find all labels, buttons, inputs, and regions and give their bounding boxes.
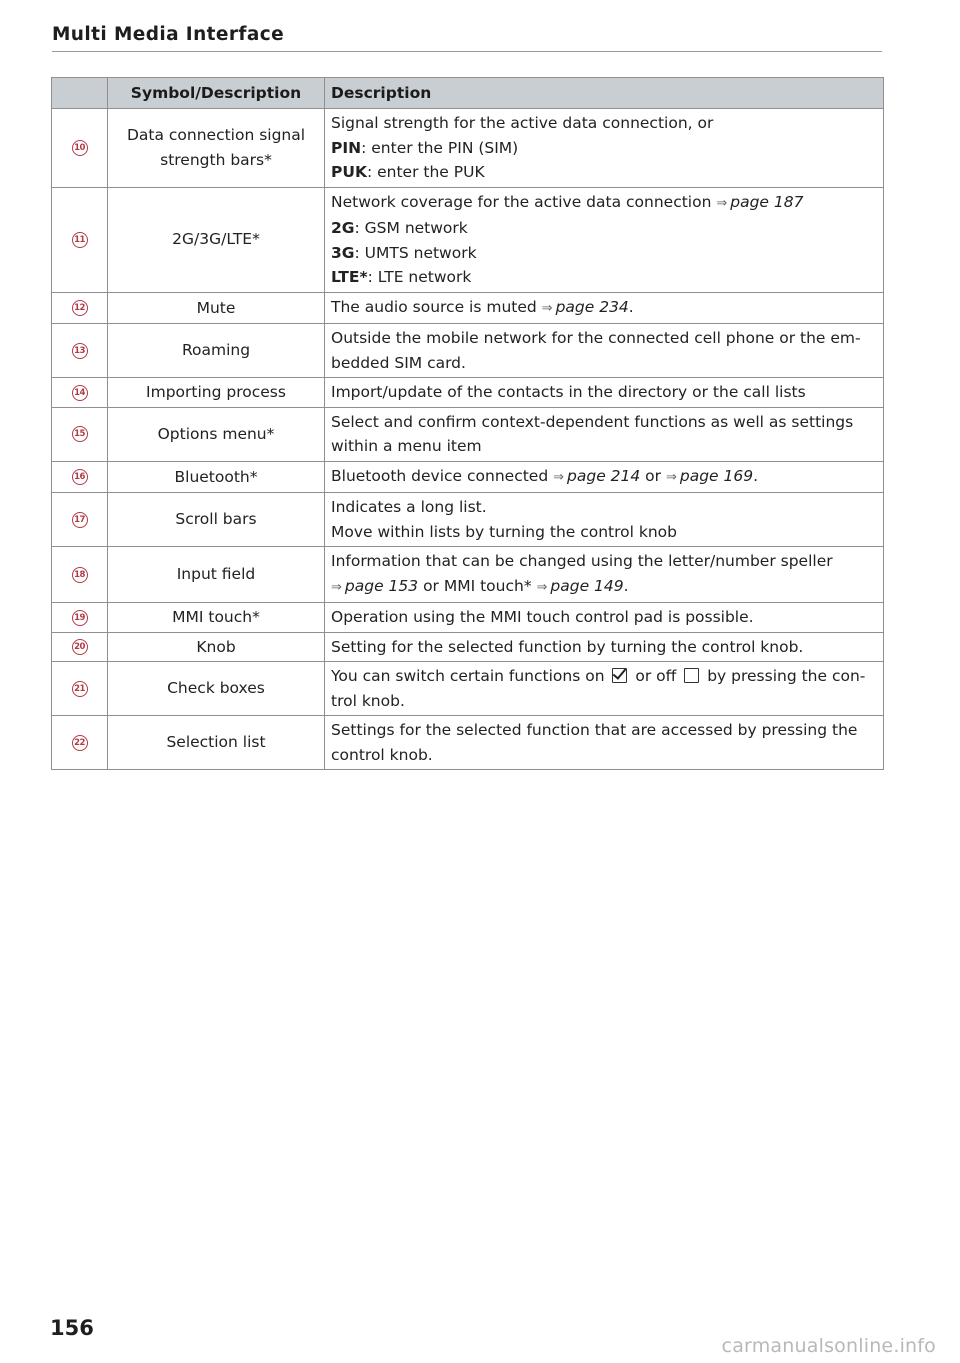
symbol-name: Mute	[108, 292, 325, 324]
callout-number-cell	[52, 378, 108, 408]
arrow-right-icon: ⇒	[536, 579, 548, 595]
description-line	[331, 689, 877, 714]
callout-marker-icon: 11	[72, 232, 88, 248]
callout-number-cell	[52, 662, 108, 716]
symbol-name: Check boxes	[108, 662, 325, 716]
description-line	[331, 605, 877, 630]
description-text: : GSM network	[354, 219, 468, 237]
arrow-right-icon: ⇒	[541, 300, 553, 316]
description-text: Settings for the selected function that are accessed by pressing the	[331, 721, 858, 739]
callout-marker-icon: 22	[72, 735, 88, 751]
table-row	[52, 187, 884, 292]
description-line	[331, 136, 877, 161]
callout-marker-icon: 21	[72, 681, 88, 697]
description-text: The audio source is muted	[331, 297, 542, 316]
callout-number-cell	[52, 324, 108, 378]
description-line	[331, 495, 877, 520]
callout-marker-icon: 15	[72, 426, 88, 442]
page-number: 156	[50, 1316, 94, 1340]
description-text: : enter the PUK	[366, 163, 485, 181]
symbol-legend-table	[51, 77, 884, 770]
callout-marker-icon: 18	[72, 567, 88, 583]
description-line	[331, 743, 877, 768]
callout-number-cell	[52, 547, 108, 603]
callout-number-cell	[52, 603, 108, 633]
description-line	[331, 410, 877, 435]
description-text: bedded SIM card.	[331, 353, 466, 372]
description-line	[331, 718, 877, 743]
description-line	[331, 265, 877, 290]
header-number-cell	[52, 78, 108, 109]
table-row	[52, 292, 884, 324]
description-text: .	[753, 466, 759, 485]
table-row	[52, 603, 884, 633]
table-row	[52, 461, 884, 493]
description-text: You can switch certain functions on	[331, 667, 610, 685]
page-reference	[553, 467, 640, 485]
description-text: Signal strength for the active data connection, or	[331, 114, 714, 132]
arrow-right-icon: ⇒	[716, 195, 728, 211]
description-text: or	[640, 466, 666, 485]
checkbox-checked-icon	[612, 668, 627, 683]
arrow-right-icon: ⇒	[665, 469, 677, 485]
description-cell	[325, 461, 884, 493]
callout-number-cell	[52, 109, 108, 188]
table-row	[52, 632, 884, 662]
table-row	[52, 716, 884, 770]
description-line	[331, 434, 877, 459]
callout-marker-icon: 12	[72, 300, 88, 316]
description-text: control knob.	[331, 745, 433, 764]
description-text: within a menu item	[331, 437, 482, 455]
page-reference	[542, 298, 629, 316]
description-text: Indicates a long list.	[331, 498, 487, 516]
term-label: 2G	[331, 219, 355, 237]
symbol-name: Selection list	[108, 716, 325, 770]
table-row	[52, 407, 884, 461]
description-text: by pressing the con-	[702, 667, 866, 685]
description-cell	[325, 109, 884, 188]
description-text: Outside the mobile network for the connected cell phone or the em-	[331, 329, 861, 347]
description-cell	[325, 632, 884, 662]
description-cell	[325, 662, 884, 716]
checkbox-empty-icon	[684, 668, 699, 683]
description-text: Import/update of the contacts in the directory or the call lists	[331, 383, 806, 401]
symbol-name: Knob	[108, 632, 325, 662]
callout-marker-icon: 13	[72, 343, 88, 359]
symbol-name: Options menu*	[108, 407, 325, 461]
table-body	[52, 109, 884, 770]
symbol-name: Roaming	[108, 324, 325, 378]
description-line	[331, 574, 877, 601]
page-reference-text: page 234	[555, 297, 629, 316]
symbol-name: Importing process	[108, 378, 325, 408]
description-cell	[325, 493, 884, 547]
description-cell	[325, 378, 884, 408]
description-text: : enter the PIN (SIM)	[361, 138, 519, 157]
description-line	[331, 635, 877, 660]
description-text: Network coverage for the active data connection	[331, 192, 717, 211]
callout-number-cell	[52, 461, 108, 493]
description-text: .	[623, 576, 629, 595]
description-line	[331, 160, 877, 185]
description-text: or MMI touch*	[418, 576, 537, 595]
page-reference	[716, 193, 803, 211]
description-line	[331, 216, 877, 241]
description-text: Select and confirm context-dependent functions as well as settings	[331, 412, 854, 431]
page-reference-text: page 187	[730, 192, 804, 211]
term-label: 3G	[331, 243, 355, 262]
callout-number-cell	[52, 407, 108, 461]
page-reference	[666, 467, 753, 485]
section-title: Multi Media Interface	[52, 24, 285, 45]
description-cell	[325, 603, 884, 633]
description-line	[331, 549, 877, 574]
symbol-name: Data connection signal strength bars*	[108, 109, 325, 188]
callout-marker-icon: 10	[72, 140, 88, 156]
callout-number-cell	[52, 292, 108, 324]
description-text: Operation using the MMI touch control pad is possible.	[331, 608, 754, 626]
symbol-name: MMI touch*	[108, 603, 325, 633]
description-line	[331, 190, 877, 217]
table-row	[52, 493, 884, 547]
callout-marker-icon: 19	[72, 610, 88, 626]
callout-number-cell	[52, 716, 108, 770]
table-header-row	[52, 78, 884, 109]
page-reference	[331, 577, 418, 595]
header-symbol: Symbol/Description	[108, 78, 325, 109]
description-line	[331, 295, 877, 322]
page-reference-text: page 149	[550, 576, 624, 595]
term-label: LTE*	[331, 268, 368, 286]
description-text: trol knob.	[331, 691, 405, 710]
description-cell	[325, 324, 884, 378]
callout-marker-icon: 14	[72, 385, 88, 401]
description-line	[331, 241, 877, 266]
description-cell	[325, 407, 884, 461]
description-line	[331, 326, 877, 351]
description-text: or off	[630, 667, 682, 685]
table-row	[52, 109, 884, 188]
callout-marker-icon: 20	[72, 639, 88, 655]
header-description: Description	[325, 78, 884, 109]
term-label: PUK	[331, 163, 367, 181]
description-line	[331, 380, 877, 405]
callout-number-cell	[52, 187, 108, 292]
description-line	[331, 111, 877, 136]
description-cell	[325, 292, 884, 324]
description-text: : UMTS network	[354, 243, 477, 262]
description-line	[331, 464, 877, 491]
section-divider	[52, 51, 882, 52]
description-cell	[325, 547, 884, 603]
symbol-name: 2G/3G/LTE*	[108, 187, 325, 292]
symbol-name: Bluetooth*	[108, 461, 325, 493]
callout-marker-icon: 17	[72, 512, 88, 528]
callout-number-cell	[52, 632, 108, 662]
description-text: Setting for the selected function by turning the control knob.	[331, 637, 804, 656]
page-reference-text: page 153	[344, 576, 419, 595]
table-row	[52, 378, 884, 408]
callout-marker-icon: 16	[72, 469, 88, 485]
description-text: Move within lists by turning the control knob	[331, 522, 678, 541]
table-row	[52, 324, 884, 378]
description-text: : LTE network	[367, 268, 472, 286]
table-row	[52, 547, 884, 603]
description-line	[331, 351, 877, 376]
description-line	[331, 520, 877, 545]
watermark: carmanualsonline.info	[721, 1335, 936, 1357]
description-line	[331, 664, 877, 689]
symbol-name: Input field	[108, 547, 325, 603]
page-reference	[537, 577, 624, 595]
description-text: Information that can be changed using the letter/number speller	[331, 552, 833, 570]
arrow-right-icon: ⇒	[331, 579, 342, 595]
description-text: Bluetooth device connected	[331, 466, 554, 485]
term-label: PIN	[331, 138, 362, 157]
arrow-right-icon: ⇒	[553, 469, 565, 485]
page-reference-text: page 214	[567, 466, 641, 485]
description-cell	[325, 187, 884, 292]
description-cell	[325, 716, 884, 770]
description-text: .	[628, 297, 634, 316]
symbol-name: Scroll bars	[108, 493, 325, 547]
callout-number-cell	[52, 493, 108, 547]
table-row	[52, 662, 884, 716]
page-reference-text: page 169	[679, 466, 754, 485]
